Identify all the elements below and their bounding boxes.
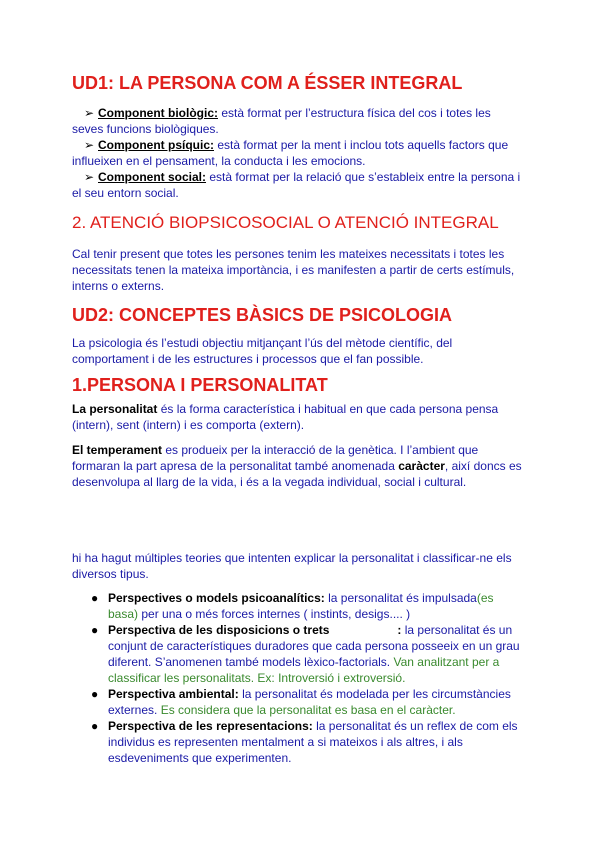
arrow-bullet-icon: ➢	[84, 138, 95, 152]
paragraph-line: necessitats tenen la mateixa importància, i es manifesten a partir de certs estímuls,	[72, 263, 515, 277]
component-label: Component social:	[98, 170, 207, 184]
theory-note: Es considera que la personalitat es basa en el caràcter.	[157, 703, 456, 717]
paragraph-line: comportament i de les estructures i processos que el fan possible.	[72, 352, 424, 366]
theory-text: externes.	[108, 703, 158, 717]
list-item	[91, 622, 528, 686]
paragraph-line: diversos tipus.	[72, 567, 149, 581]
theories-list	[91, 590, 528, 766]
paragraph-text: és la forma característica i habitual en que cada persona pensa	[157, 402, 499, 416]
theories-intro	[72, 550, 528, 582]
temperament-paragraph	[72, 442, 528, 490]
bullet-icon: ●	[91, 719, 99, 733]
term-personalitat: La personalitat	[72, 402, 158, 416]
paragraph-text: es produeix per la interacció de la genètica. I l’ambient que	[162, 443, 479, 457]
component-item	[72, 105, 528, 137]
theory-text: la personalitat és un	[401, 623, 513, 637]
atencio-paragraph	[72, 246, 528, 294]
theory-text: per una o més forces internes ( instints, desigs.... )	[138, 607, 411, 621]
bullet-icon: ●	[91, 623, 99, 637]
paragraph-text: , així doncs es	[444, 459, 522, 473]
component-label: Component psíquic:	[98, 138, 214, 152]
component-item	[72, 137, 528, 169]
theory-text: la personalitat és modelada per les circumstàncies	[238, 687, 511, 701]
paragraph-line: (intern), sent (intern) i es comporta (extern).	[72, 418, 305, 432]
theory-note: (es	[476, 591, 494, 605]
paragraph-line: hi ha hagut múltiples teories que intenten explicar la personalitat i classificar-ne els	[72, 551, 512, 565]
term-temperament: El temperament	[72, 443, 163, 457]
paragraph-line: interns o externs.	[72, 279, 165, 293]
component-text: està format per la relació que s’estableix entre la persona i	[206, 170, 521, 184]
list-item	[91, 718, 528, 766]
component-text: està format per l’estructura física del cos i totes les	[217, 106, 491, 120]
component-text: està format per la ment i inclou tots aquells factors que	[214, 138, 509, 152]
components-list	[72, 105, 528, 201]
theory-note: classificar les personalitats. Ex: Introversió i extroversió.	[108, 671, 406, 685]
ud1-title: UD1: LA PERSONA COM A ÉSSER INTEGRAL	[72, 73, 463, 93]
paragraph-line: desenvolupa al llarg de la vida, i és a la vegada individual, social i cultural.	[72, 475, 467, 489]
component-text-cont: influeixen en el pensament, la conducta i les emocions.	[72, 154, 366, 168]
theory-colon: :	[397, 623, 402, 637]
component-text-cont: seves funcions biològiques.	[72, 122, 219, 136]
theory-text: la personalitat és impulsada	[324, 591, 477, 605]
component-label: Component biològic:	[98, 106, 218, 120]
theory-text: diferent. S’anomenen també models lèxico-factorials.	[108, 655, 391, 669]
component-text-cont: el seu entorn social.	[72, 186, 179, 200]
psicologia-paragraph	[72, 335, 528, 367]
term-caracter: caràcter	[398, 459, 445, 473]
arrow-bullet-icon: ➢	[84, 170, 95, 184]
arrow-bullet-icon: ➢	[84, 106, 95, 120]
personalitat-paragraph	[72, 401, 528, 433]
theory-note: basa)	[108, 607, 139, 621]
theory-text: conjunt de característiques duradores que cada persona posseeix en un grau	[108, 639, 520, 653]
paragraph-line: La psicologia és l’estudi objectiu mitjançant l’ús del mètode científic, del	[72, 336, 453, 350]
bullet-icon: ●	[91, 687, 99, 701]
theory-text: esdeveniments que experimenten.	[108, 751, 292, 765]
section-title-atencio: 2. ATENCIÓ BIOPSICOSOCIAL O ATENCIÓ INTEGRAL	[72, 213, 499, 232]
paragraph-line: Cal tenir present que totes les persones tenim les mateixes necessitats i totes les	[72, 247, 505, 261]
theory-note: Van analitzant per a	[390, 655, 500, 669]
list-item	[91, 686, 528, 718]
ud2-title: UD2: CONCEPTES BÀSICS DE PSICOLOGIA	[72, 305, 453, 325]
paragraph-text: formaran la part apresa de la personalitat també anomenada	[72, 459, 399, 473]
theory-label: Perspectiva de les representacions:	[108, 719, 313, 733]
bullet-icon: ●	[91, 591, 99, 605]
component-item	[72, 169, 528, 201]
theory-text: individus es representen mentalment a si mateixos i als altres, i als	[108, 735, 463, 749]
theory-label: Perspectiva ambiental:	[108, 687, 239, 701]
list-item	[91, 590, 528, 622]
theory-text: la personalitat és un reflex de com els	[312, 719, 518, 733]
theory-label: Perspectives o models psicoanalítics:	[108, 591, 325, 605]
theory-label: Perspectiva de les disposicions o trets	[108, 623, 330, 637]
section-title-personalitat: 1.PERSONA I PERSONALITAT	[72, 375, 328, 395]
